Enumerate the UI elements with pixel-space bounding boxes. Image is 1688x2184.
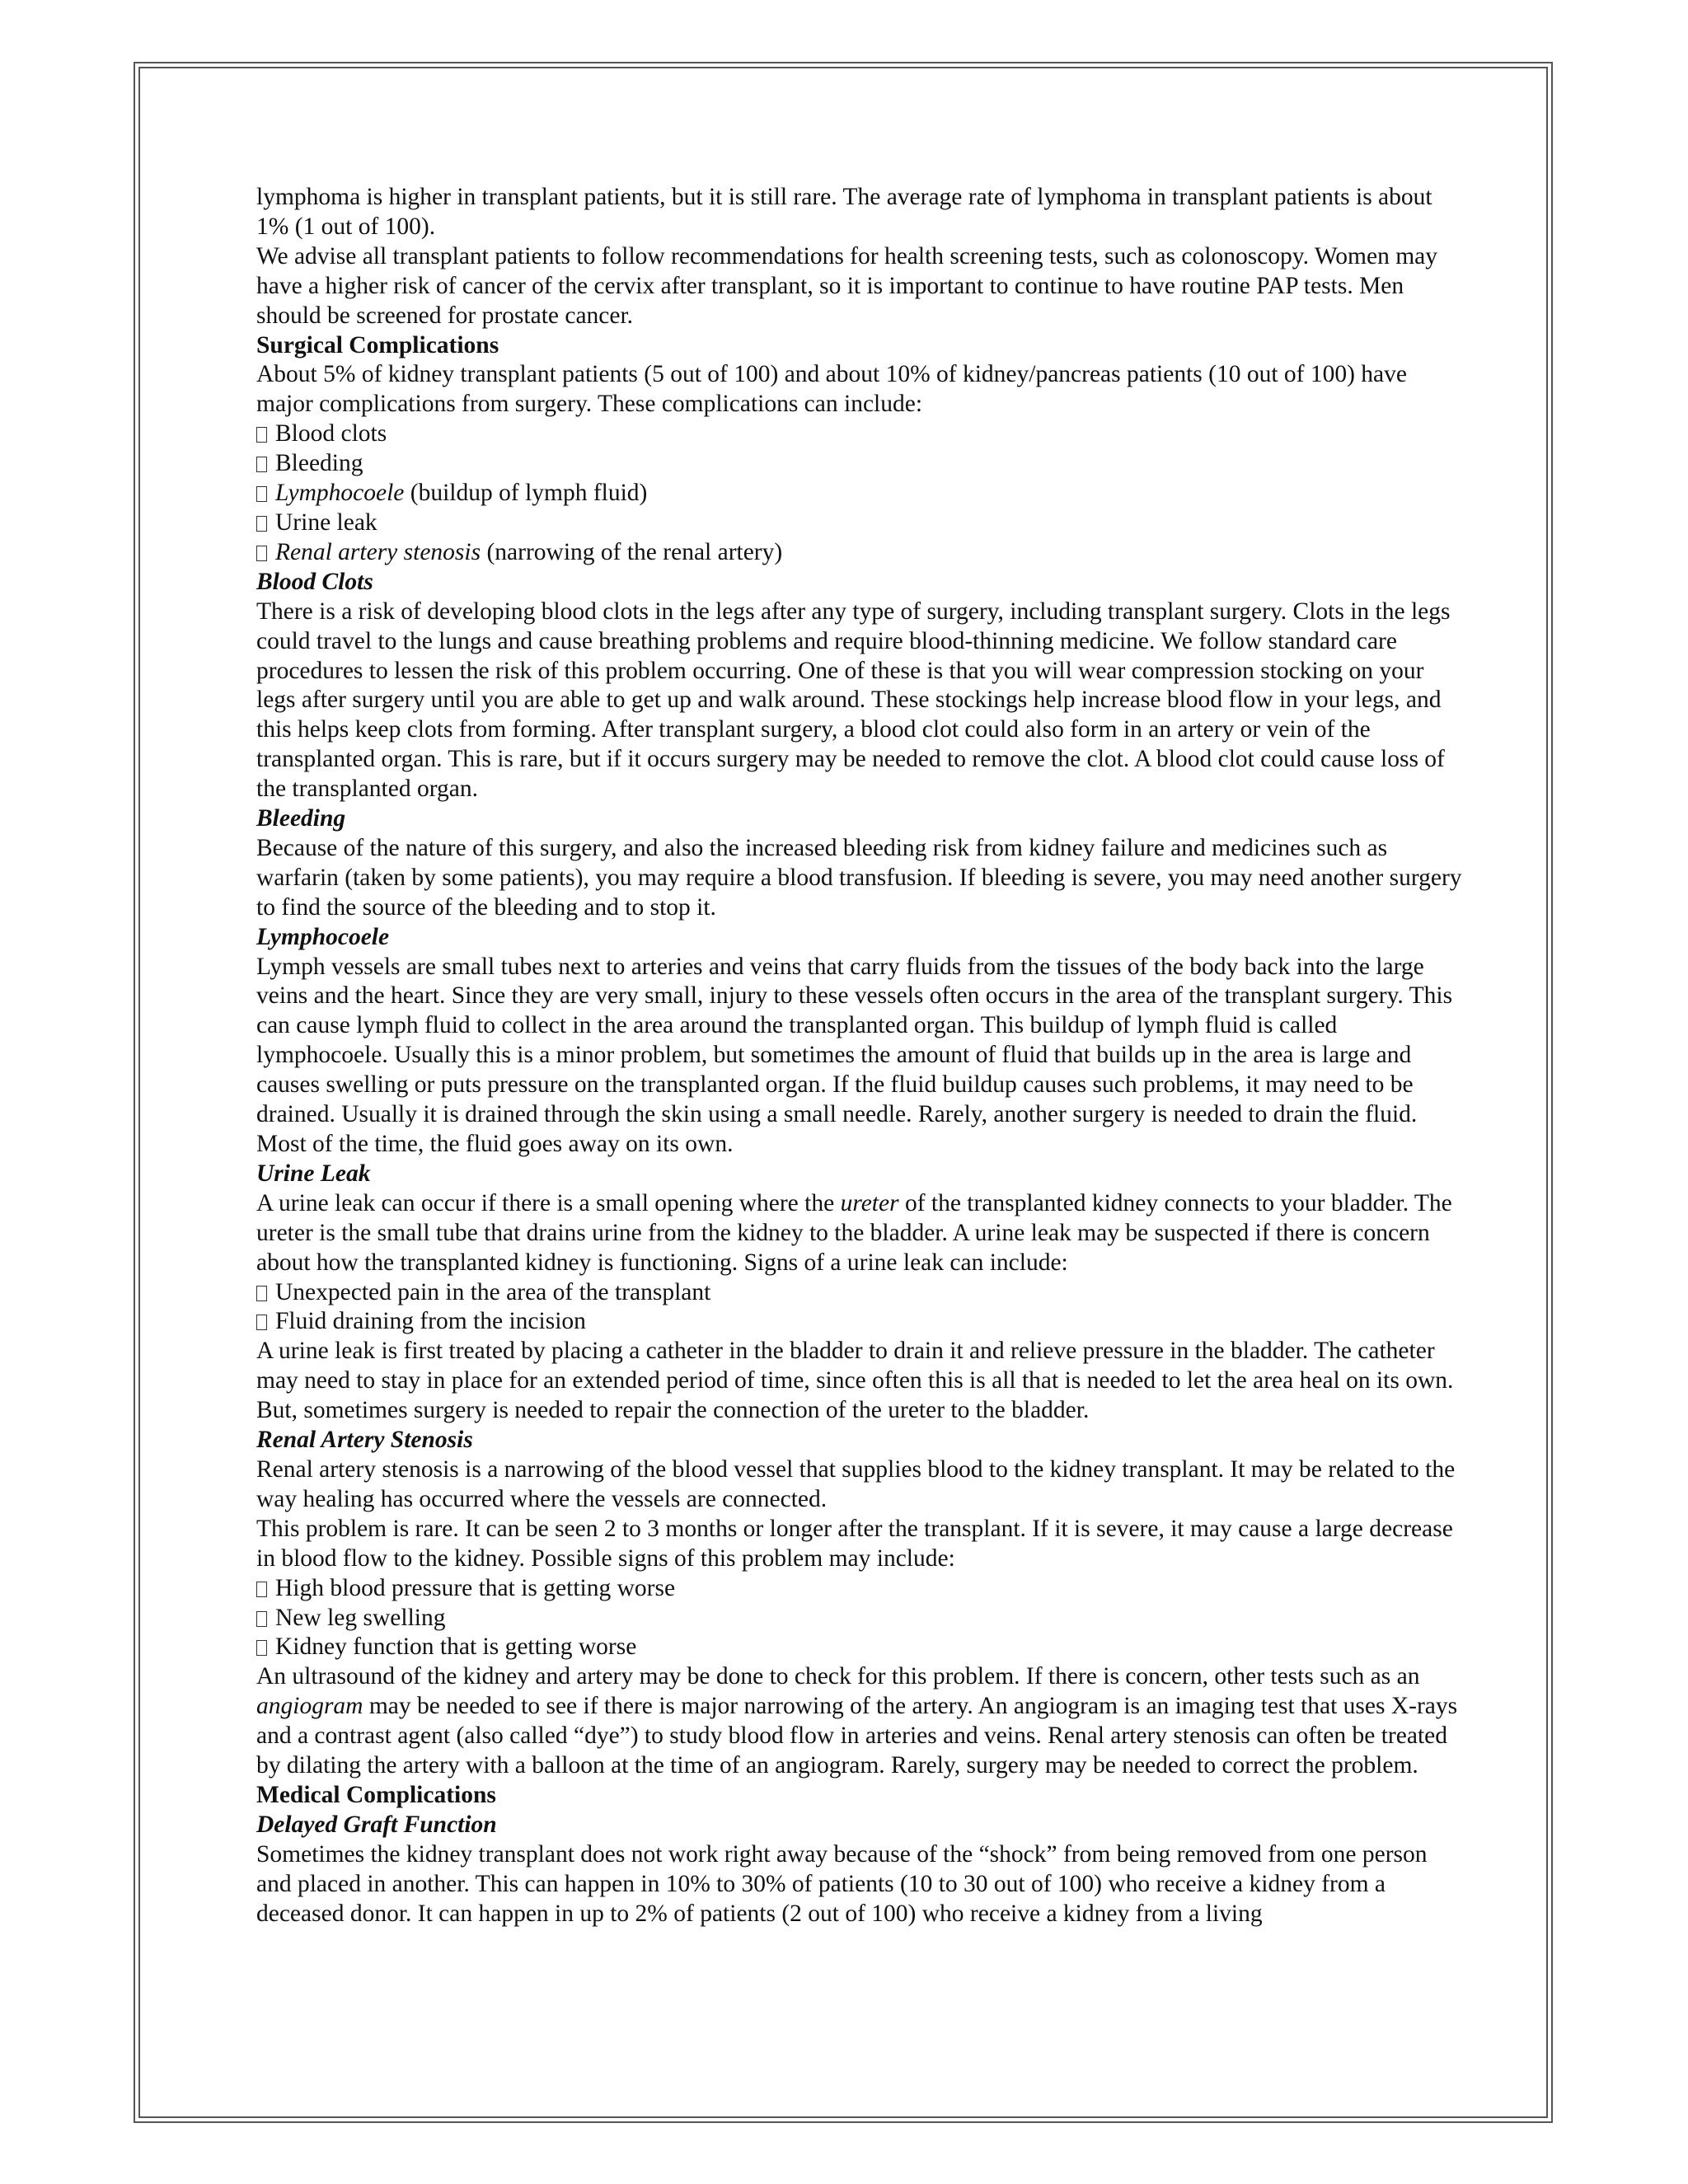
list-item: Unexpected pain in the area of the transplant [256,1278,1468,1308]
surgical-paragraph: About 5% of kidney transplant patients (5 out of 100) and about 10% of kidney/pancreas patients (10 out of 100) have major complications from surgery. These complications can include: [256,361,1407,418]
list-item: High blood pressure that is getting worse [256,1574,1468,1604]
list-item: Urine leak [256,509,1468,538]
bullet-box-icon [256,457,267,472]
bullet-box-icon [256,486,267,502]
bullet-box-icon [256,1315,267,1330]
bullet-box-icon [256,516,267,532]
list-item: Fluid draining from the incision [256,1307,1468,1337]
heading-blood-clots: Blood Clots [256,568,373,595]
heading-lymphocoele: Lymphocoele [256,923,390,950]
renal-paragraph-1: Renal artery stenosis is a narrowing of the blood vessel that supplies blood to the kidney transplant. It may be related to the way healing has occurred where the vessels are connected. [256,1455,1456,1512]
heading-surgical-complications: Surgical Complications [256,331,499,359]
heading-urine-leak: Urine Leak [256,1160,371,1187]
heading-delayed-graft-function: Delayed Graft Function [256,1811,497,1838]
urine-leak-bullet-list [256,1278,1468,1338]
urine-leak-treatment-paragraph: A urine leak is first treated by placing a catheter in the bladder to drain it and relieve pressure in the bladder. The catheter may need to stay in place for an extended period of time, since often this is all that is needed to let the area heal on its own. But, sometimes surgery is needed to repair the connection of the ureter to the bladder. [256,1338,1454,1424]
document-body [256,183,1468,1929]
intro-paragraph-2: We advise all transplant patients to follow recommendations for health screening tests, such as colonoscopy. Women may have a higher risk of cancer of the cervix after transplant, so it is important to continue to have routine PAP tests. Men should be screened for prostate cancer. [256,242,1438,329]
list-item: Renal artery stenosis (narrowing of the renal artery) [256,538,1468,568]
renal-paragraph-3: An ultrasound of the kidney and artery may be done to check for this problem. If there is concern, other tests such as an angiogram may be needed to see if there is major narrowing of the artery. An angiogram is an imaging test that uses X-rays and a contrast agent (also called “dye”) to study blood flow in arteries and veins. Renal artery stenosis can often be treated by dilating the artery with a balloon at the time of an angiogram. Rarely, surgery may be needed to correct the problem. [256,1663,1458,1779]
urine-leak-paragraph: A urine leak can occur if there is a small opening where the ureter of the transplanted kidney connects to your bladder. The ureter is the small tube that drains urine from the kidney to the bladder. A urine leak may be suspected if there is concern about how the transplanted kidney is functioning. Signs of a urine leak can include: [256,1189,1452,1276]
list-item: Blood clots [256,419,1468,449]
list-item: Bleeding [256,449,1468,479]
heading-medical-complications: Medical Complications [256,1781,496,1808]
intro-paragraph-1: lymphoma is higher in transplant patients, but it is still rare. The average rate of lymphoma in transplant patients is about 1% (1 out of 100). [256,184,1432,240]
blood-clots-paragraph: There is a risk of developing blood clots in the legs after any type of surgery, including transplant surgery. Clots in the legs could travel to the lungs and cause breathing problems and require blood-thinning medicine. We follow standard care procedures to lessen the risk of this problem occurring. One of these is that you will wear compression stocking on your legs after surgery until you are able to get up and walk around. These stockings help increase blood flow in your legs, and this helps keep clots from forming. After transplant surgery, a blood clot could also form in an artery or vein of the transplanted organ. This is rare, but if it occurs surgery may be needed to remove the clot. A blood clot could cause loss of the transplanted organ. [256,598,1451,803]
bullet-box-icon [256,1286,267,1301]
renal-paragraph-2: This problem is rare. It can be seen 2 to 3 months or longer after the transplant. If it is severe, it may cause a large decrease in blood flow to the kidney. Possible signs of this problem may include: [256,1515,1453,1572]
heading-renal-artery-stenosis: Renal Artery Stenosis [256,1427,473,1454]
renal-bullet-list [256,1574,1468,1663]
bullet-box-icon [256,1582,267,1597]
heading-bleeding: Bleeding [256,805,346,832]
bullet-box-icon [256,427,267,443]
delayed-graft-paragraph: Sometimes the kidney transplant does not work right away because of the “shock” from being removed from one person and placed in another. This can happen in 10% to 30% of patients (10 to 30 out of 100) who receive a kidney from a deceased donor. It can happen in up to 2% of patients (2 out of 100) who receive a kidney from a living [256,1840,1428,1927]
bullet-box-icon [256,546,267,561]
surgical-bullet-list [256,419,1468,568]
list-item: New leg swelling [256,1604,1468,1633]
bullet-box-icon [256,1640,267,1656]
list-item: Kidney function that is getting worse [256,1633,1468,1662]
bullet-box-icon [256,1611,267,1627]
bleeding-paragraph: Because of the nature of this surgery, and also the increased bleeding risk from kidney failure and medicines such as warfarin (taken by some patients), you may require a blood transfusion. If bleeding is severe, you may need another surgery to find the source of the bleeding and to stop it. [256,834,1462,921]
list-item: Lymphocoele (buildup of lymph fluid) [256,479,1468,509]
lymphocoele-paragraph: Lymph vessels are small tubes next to arteries and veins that carry fluids from the tissues of the body back into the large veins and the heart. Since they are very small, injury to these vessels often occurs in the area of the transplant surgery. This can cause lymph fluid to collect in the area around the transplanted organ. This buildup of lymph fluid is called lymphocoele. Usually this is a minor problem, but sometimes the amount of fluid that builds up in the area is large and causes swelling or puts pressure on the transplanted organ. If the fluid buildup causes such problems, it may need to be drained. Usually it is drained through the skin using a small needle. Rarely, another surgery is needed to drain the fluid. Most of the time, the fluid goes away on its own. [256,953,1453,1157]
